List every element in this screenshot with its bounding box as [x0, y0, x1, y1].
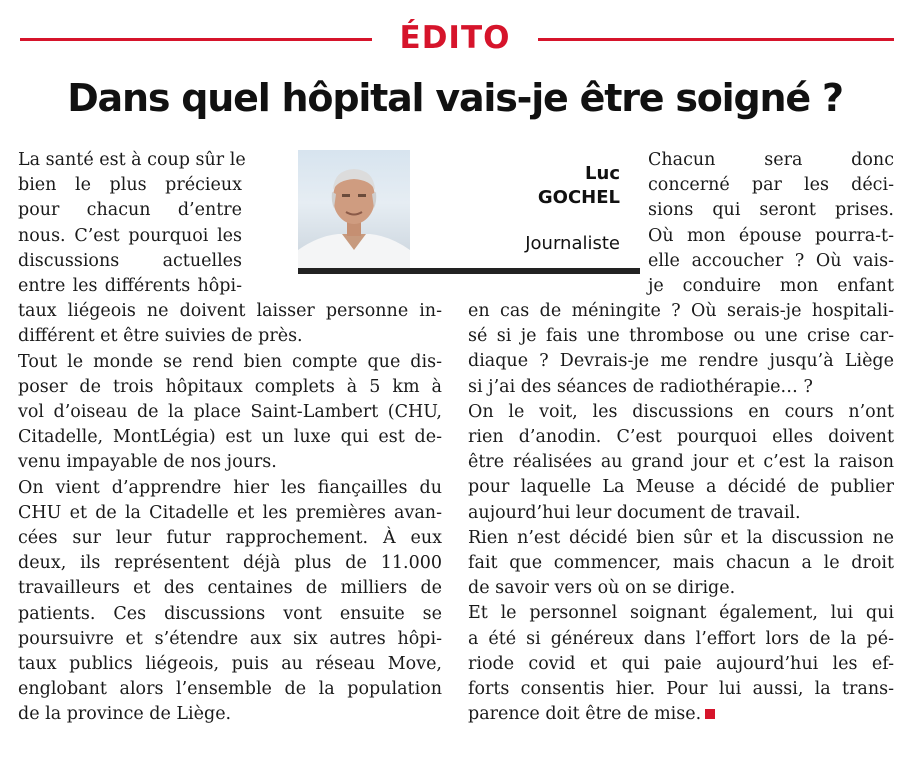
text-line: fait que commencer, mais chacun a le droit — [468, 553, 894, 574]
text-line: poursuivre et s’étendre aux six autres hôpi- — [18, 628, 442, 649]
kicker-rule-right — [538, 38, 894, 41]
text-line: La santé est à coup sûr le — [18, 150, 246, 170]
author-last-name: GOCHEL — [537, 187, 620, 208]
text-line: pour laquelle La Meuse a décidé de publier — [468, 477, 894, 498]
text-line: taux liégeois ne doivent laisser personne in- — [18, 301, 442, 322]
text-line: On vient d’apprendre hier les fiançailles du — [18, 477, 442, 498]
author-rule — [298, 268, 640, 274]
text-line: sions qui seront prises. — [648, 200, 894, 221]
text-line: en cas de méningite ? Où serais-je hospitali- — [468, 301, 894, 321]
author-first-name: Luc — [585, 163, 620, 184]
text-line: deux, ils représentent déjà plus de 11.000 — [18, 553, 442, 574]
text-line: a été si généreux dans l’effort lors de la pé- — [468, 628, 894, 649]
text-line: rien d’anodin. C’est pourquoi elles doivent — [468, 427, 894, 448]
text-line: de la province de Liège. — [18, 704, 232, 725]
text-line: diaque ? Devrais-je me rendre jusqu’à Liège — [468, 351, 894, 372]
text-line: Citadelle, MontLégia) est un luxe qui est de- — [18, 427, 442, 448]
text-line: Où mon épouse pourra-t- — [648, 225, 894, 246]
text-line: travailleurs et des centaines de milliers de — [18, 578, 442, 599]
text-line: On le voit, les discussions en cours n’ont — [468, 401, 894, 422]
text-line: sé si je fais une thrombose ou une crise car- — [468, 326, 894, 347]
author-name — [420, 162, 620, 210]
right-column — [468, 299, 894, 727]
author-photo — [298, 150, 410, 268]
text-line: Chacun sera donc — [648, 150, 894, 170]
text-line: vol d’oiseau de la place Saint-Lambert (CHU, — [18, 402, 442, 423]
text-line: taux publics liégeois, puis au réseau Move, — [18, 654, 442, 675]
text-line: bien le plus précieux — [18, 175, 242, 196]
text-line: poser de trois hôpitaux complets à 5 km à — [18, 376, 442, 397]
text-line: patients. Ces discussions vont ensuite se — [18, 603, 442, 624]
text-line: Tout le monde se rend bien compte que dis- — [18, 351, 442, 372]
section-kicker: ÉDITO — [399, 20, 511, 56]
text-line: Rien n’est décidé bien sûr et la discussion ne — [468, 527, 894, 548]
text-line: si j’ai des séances de radiothérapie… ? — [468, 376, 813, 397]
text-line: CHU et de la Citadelle et les premières avan- — [18, 502, 442, 523]
text-line: englobant alors l’ensemble de la population — [18, 679, 442, 700]
text-line: concerné par les déci- — [648, 175, 894, 196]
text-line: riode covid et qui paie aujourd’hui les ef- — [468, 653, 894, 674]
text-line: pour chacun d’entre — [18, 200, 242, 221]
text-line: elle accoucher ? Où vais- — [648, 250, 894, 271]
end-of-article-square-icon — [705, 709, 715, 719]
kicker-rule-left — [20, 38, 372, 41]
text-line: cées sur leur futur rapprochement. À eux — [18, 528, 442, 549]
text-line: discussions actuelles — [18, 250, 242, 271]
text-line: entre les différents hôpi- — [18, 276, 242, 297]
last-text-line — [468, 702, 894, 727]
headline: Dans quel hôpital vais-je être soigné ? — [67, 76, 843, 120]
text-line: forts consentis hier. Pour lui aussi, la trans- — [468, 679, 894, 700]
text-line: parence doit être de mise. — [468, 704, 702, 725]
text-line: de savoir vers où on se dirige. — [468, 578, 736, 599]
text-line: différent et être suivies de près. — [18, 326, 303, 347]
text-line: nous. C’est pourquoi les — [18, 225, 242, 246]
text-line: je conduire mon enfant — [648, 276, 894, 297]
text-line: être réalisées au grand jour et c’est la raison — [468, 452, 894, 473]
text-line: Et le personnel soignant également, lui qui — [468, 603, 894, 624]
author-role: Journaliste — [525, 233, 620, 254]
text-line: venu impayable de nos jours. — [18, 452, 277, 473]
right-column-top — [648, 148, 894, 299]
text-line: aujourd’hui leur document de travail. — [468, 502, 801, 523]
